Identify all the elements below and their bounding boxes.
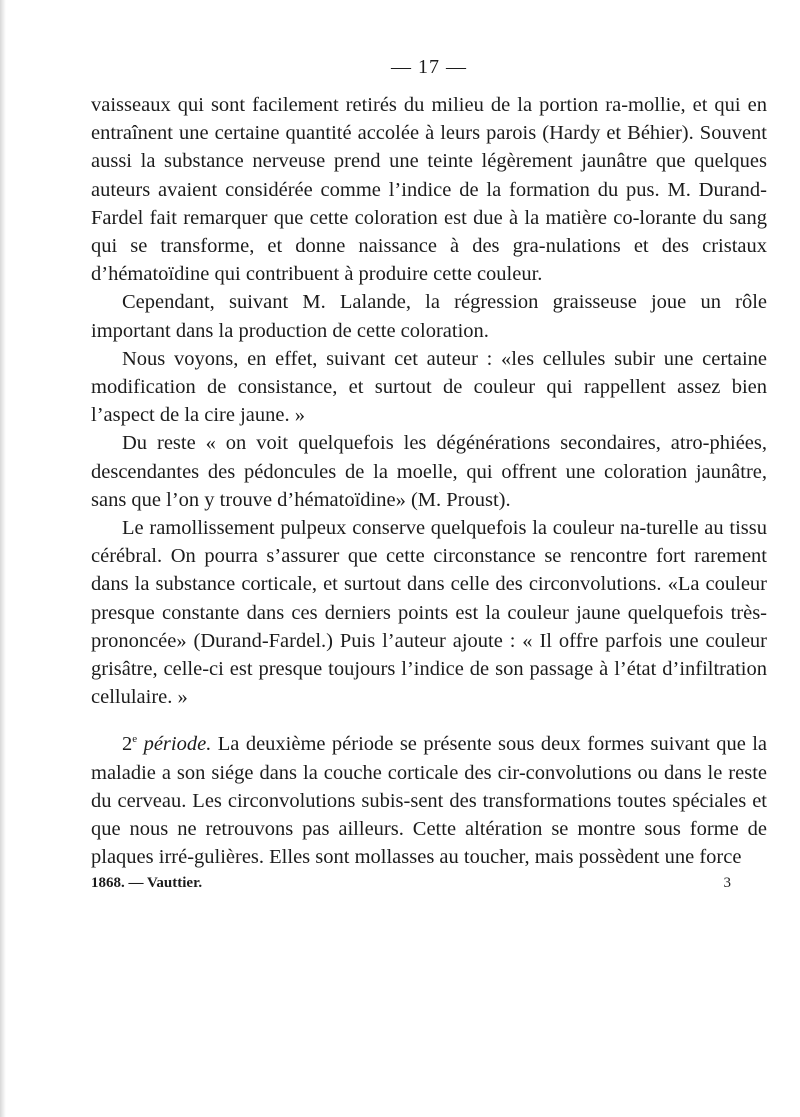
paragraph-4: Du reste « on voit quelquefois les dégénérations secondaires, atro-phiées, descendantes des pédoncules de la moelle, qui offrent une coloration jaunâtre, sans que l’on y trouve d’hématoïdine» (M. Proust). [91,432,767,511]
period-text: La deuxième période se présente sous deux formes suivant que la maladie a son siége dans la couche corticale des cir-convolutions ou dans le reste du cerveau. Les circonvolutions subis-sent des transformations toutes spéciales et que nous ne retrouvons pas ailleurs. Cette altération se montre sous forme de plaques irré-gulières. Elles sont mollasses au toucher, mais possèdent une force [91,733,768,869]
paragraph-1: vaisseaux qui sont facilement retirés du milieu de la portion ra-mollie, et qui en entraînent une certaine quantité accolée à leurs parois (Hardy et Béhier). Souvent aussi la substance nerveuse prend une teinte légèrement jaunâtre que quelques auteurs avaient considérée comme l’indice de la formation du pus. M. Durand-Fardel fait remarquer que cette coloration est due à la matière co-lorante du sang qui se transforme, et donne naissance à des gra-nulations et des cristaux d’hématoïdine qui contribuent à produire cette couleur. [91,94,767,286]
book-page [91,56,767,893]
sheet-number: 3 [723,875,731,892]
page-number: — 17 — [391,56,467,78]
paragraph-5: Le ramollissement pulpeux conserve quelquefois la couleur na-turelle au tissu cérébral. On pourra s’assurer que cette circonstance se rencontre fort rarement dans la substance corticale, et surtout dans celle des circonvolutions. «La couleur presque constante dans ces derniers points est la couleur jaune quelquefois très-prononcée» (Durand-Fardel.) Puis l’auteur ajoute : « Il offre parfois une couleur grisâtre, celle-ci est presque toujours l’indice de son passage à l’état d’infiltration cellulaire. » [91,517,767,709]
period-label: période. [143,733,212,756]
paragraph-2: Cependant, suivant M. Lalande, la régression graisseuse joue un rôle important dans la production de cette coloration. [91,291,767,342]
paragraph-3: Nous voyons, en effet, suivant cet auteur : «les cellules subir une certaine modification de consistance, et surtout de couleur qui rappellent assez bien l’aspect de la cire jaune. » [91,347,767,427]
period-number: 2e [122,733,138,756]
paragraph-period-2 [91,725,767,871]
page-footer [91,873,767,893]
printer-signature: 1868. — Vauttier. [91,875,203,892]
page-edge-shadow [0,0,6,1117]
